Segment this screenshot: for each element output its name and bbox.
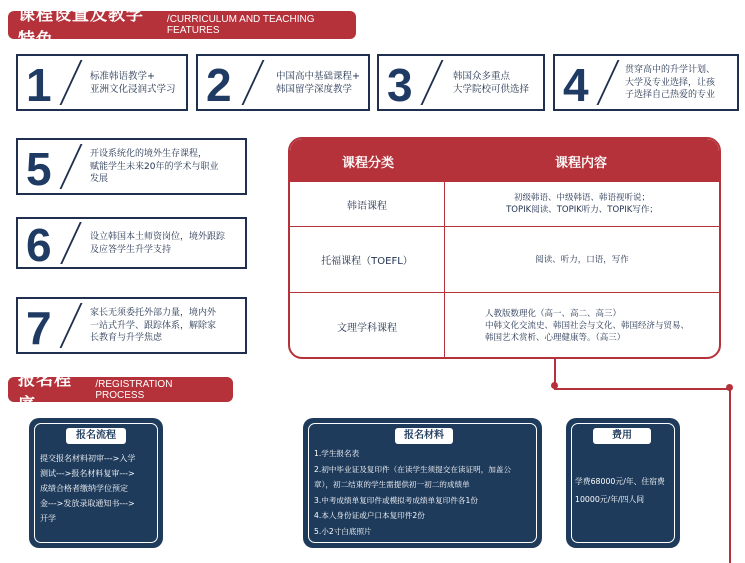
registration-section-header bbox=[8, 369, 233, 415]
feature-number: 7 bbox=[26, 302, 52, 354]
course-table bbox=[288, 137, 721, 359]
column-header-category: 课程分类 bbox=[342, 156, 395, 171]
connector-line bbox=[554, 388, 730, 390]
feature-box-7 bbox=[16, 297, 247, 354]
feature-divider bbox=[60, 303, 83, 348]
feature-text: 韩国众多重点 大学院校可供选择 bbox=[453, 71, 530, 95]
connector-line bbox=[729, 390, 731, 563]
registration-subtitle: /REGISTRATION PROCESS bbox=[95, 378, 173, 401]
feature-divider bbox=[421, 60, 444, 105]
feature-text: 标准韩语教学+ 亚洲文化浸润式学习 bbox=[90, 71, 176, 95]
feature-divider bbox=[60, 60, 83, 105]
fee-card bbox=[566, 418, 680, 548]
course-content: 人教版数理化（高一、高二、高三） 中韩文化交流史、韩国社会与文化、韩国经济与贸易、 韩国艺术赏析、心理健康等。（高三） bbox=[485, 309, 690, 343]
table-row bbox=[290, 181, 719, 226]
feature-number: 1 bbox=[26, 59, 52, 111]
feature-box-1 bbox=[16, 54, 188, 111]
feature-box-6 bbox=[16, 217, 247, 269]
course-category: 文理学科课程 bbox=[290, 293, 445, 359]
course-table-header bbox=[290, 139, 719, 181]
feature-box-4 bbox=[553, 54, 739, 111]
feature-number: 5 bbox=[26, 143, 52, 195]
feature-text: 中国高中基础课程+ 韩国留学深度教学 bbox=[276, 71, 360, 95]
registration-title: 报名程序 bbox=[18, 369, 72, 415]
card-text: 1.学生报名表 2.初中毕业证及复印件（在读学生须提交在读证明，加盖公 章），初二结束的学生需提供初一初二的成绩单 3.中考成绩单复印件或模拟考成绩单复印件各1份 4.本人身份证或户口本复印件2份 5.小2寸白底照片 bbox=[314, 449, 512, 536]
card-title: 报名流程 bbox=[66, 428, 126, 444]
feature-divider bbox=[60, 222, 82, 264]
feature-divider bbox=[60, 144, 83, 189]
feature-text: 家长无须委托外部力量，境内外 一站式升学、跟踪体系，解除家 长教育与升学焦虑 bbox=[90, 308, 217, 343]
card-text: 提交报名材料初审--->入学 测试--->报名材料复审---> 成绩合格者缴纳学位预定 金--->发放录取通知书---> 开学 bbox=[40, 454, 136, 523]
feature-divider bbox=[242, 60, 265, 105]
registration-materials-card bbox=[303, 418, 542, 548]
feature-box-5 bbox=[16, 138, 247, 195]
course-content: 阅读、听力，口语，写作 bbox=[535, 254, 629, 265]
course-category: 托福课程（TOEFL） bbox=[290, 227, 445, 292]
feature-text: 贯穿高中的升学计划、 大学及专业选择，让孩 子选择自己热爱的专业 bbox=[625, 65, 716, 100]
registration-process-card bbox=[29, 418, 163, 548]
curriculum-section-header bbox=[8, 5, 356, 50]
curriculum-subtitle: /CURRICULUM AND TEACHING FEATURES bbox=[166, 14, 315, 36]
curriculum-title: 课程设置及教学特色 bbox=[18, 5, 144, 50]
feature-number: 4 bbox=[563, 59, 589, 111]
card-title: 报名材料 bbox=[395, 428, 453, 444]
feature-text: 开设系统化的境外生存课程， 赋能学生未来20年的学术与职业 发展 bbox=[90, 149, 219, 184]
feature-box-3 bbox=[377, 54, 545, 111]
feature-number: 2 bbox=[206, 59, 232, 111]
course-content: 初级韩语、中级韩语、韩语视听说； TOPIK阅读、TOPIK听力、TOPIK写作； bbox=[506, 193, 658, 215]
feature-text: 设立韩国本土师资岗位，境外跟踪 及应答学生升学支持 bbox=[90, 232, 226, 255]
column-header-content: 课程内容 bbox=[555, 156, 608, 171]
feature-number: 6 bbox=[26, 219, 52, 271]
feature-divider bbox=[597, 60, 620, 105]
card-title: 费用 bbox=[593, 428, 651, 444]
feature-box-2 bbox=[196, 54, 370, 111]
course-category: 韩语课程 bbox=[290, 182, 445, 226]
table-row bbox=[290, 292, 719, 359]
table-row bbox=[290, 226, 719, 292]
feature-number: 3 bbox=[387, 59, 413, 111]
card-text: 学费68000元/年、住宿费 10000元/年/四人间 bbox=[575, 477, 665, 504]
connector-dot bbox=[551, 382, 558, 389]
